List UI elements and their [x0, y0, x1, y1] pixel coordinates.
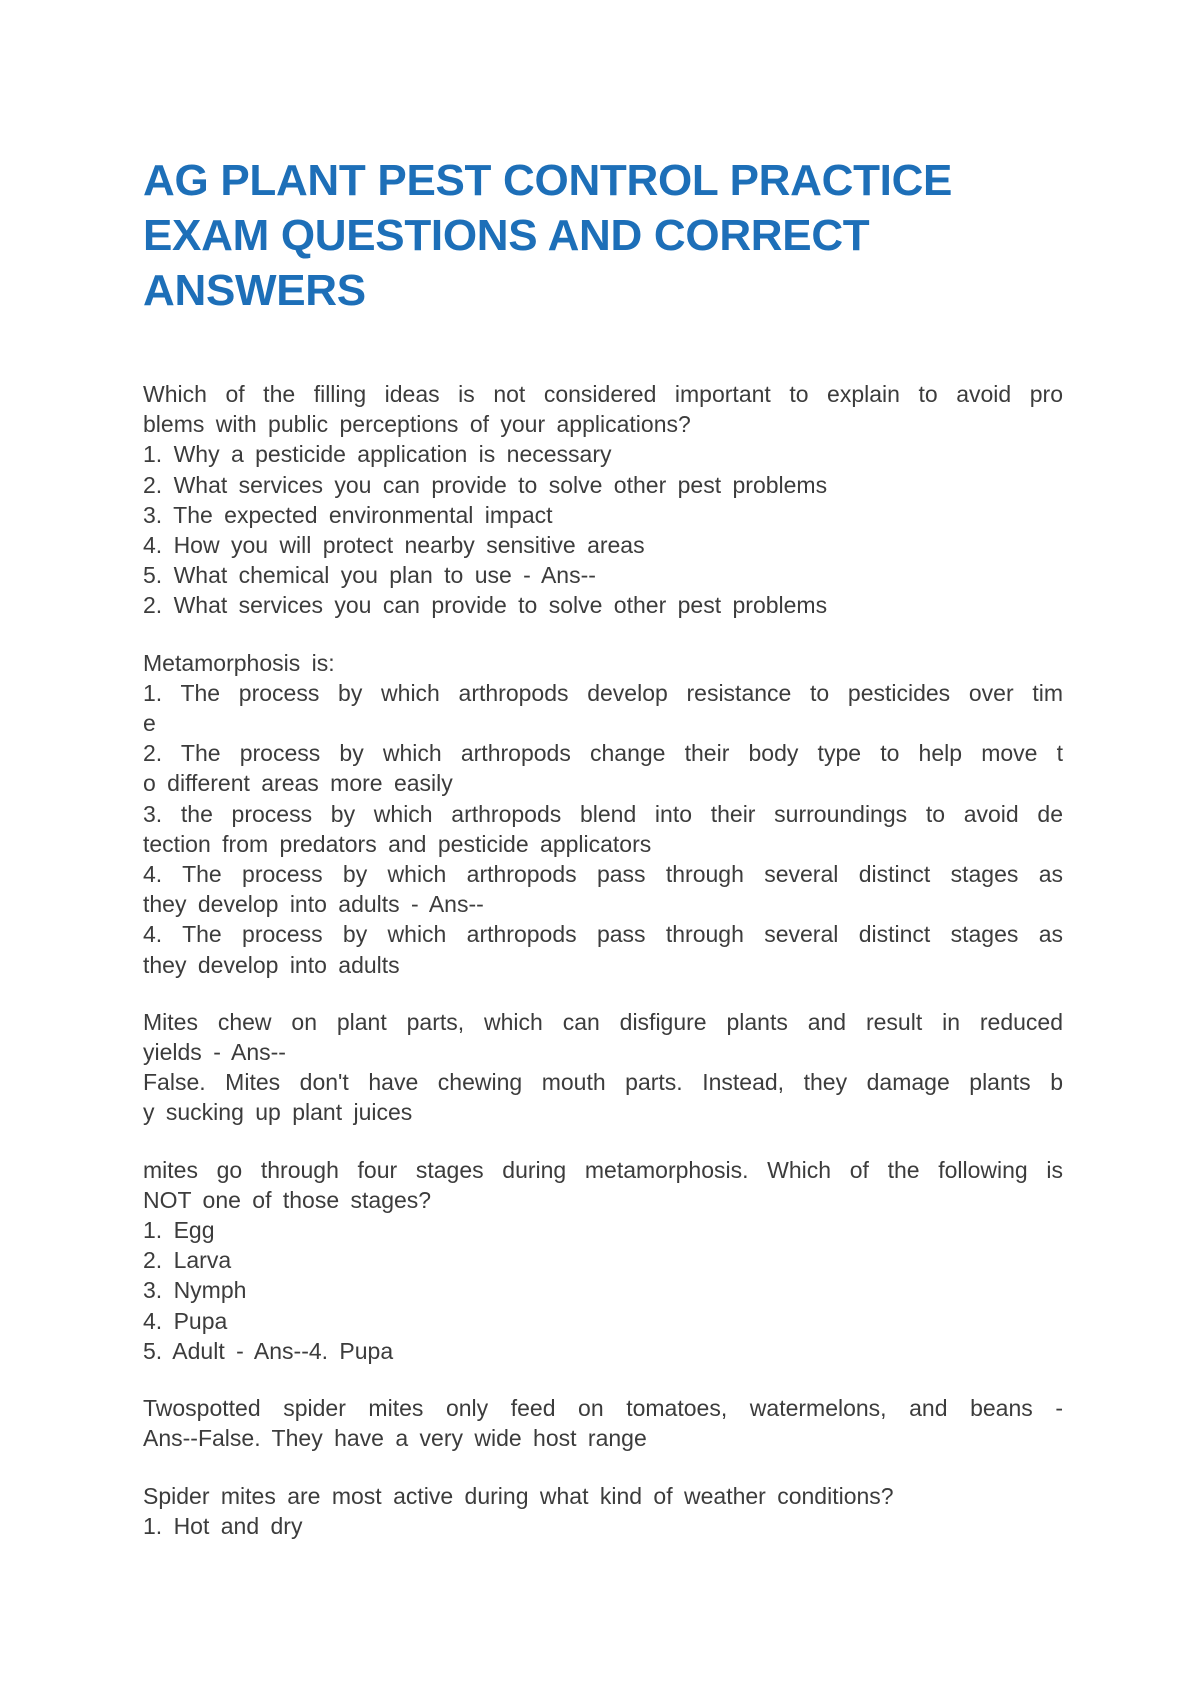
- text-line: yields - Ans--: [143, 1039, 286, 1066]
- answer-line: 5. Adult - Ans--4. Pupa: [143, 1337, 394, 1364]
- text-line: 1. Hot and dry: [143, 1512, 303, 1539]
- question-block-mites-chew: [143, 1007, 1063, 1128]
- text-line: mites go through four stages during metamorphosis. Which of the following is: [143, 1156, 1063, 1183]
- text-line: Which of the filling ideas is not considered important to explain to avoid pro: [143, 381, 1063, 407]
- question-block-metamorphosis: [143, 648, 1063, 980]
- text-line: 1. Egg: [143, 1217, 215, 1244]
- question-block-public-perceptions: [143, 379, 1063, 621]
- title-line: AG PLANT PEST CONTROL PRACTICE: [143, 156, 953, 205]
- answer-line: 2. What services you can provide to solve other pest problems: [143, 592, 828, 619]
- question-block-twospotted-mites: [143, 1393, 1063, 1453]
- answer-line: y sucking up plant juices: [143, 1099, 413, 1126]
- text-line: they develop into adults - Ans--: [143, 891, 484, 918]
- text-line: tection from predators and pesticide applicators: [143, 830, 652, 857]
- text-line: 1. Why a pesticide application is necessary: [143, 441, 612, 468]
- answer-line: False. Mites don't have chewing mouth parts. Instead, they damage plants b: [143, 1069, 1063, 1096]
- text-line: 2. The process by which arthropods change their body type to help move t: [143, 740, 1063, 767]
- text-line: 4. The process by which arthropods pass through several distinct stages as: [143, 861, 1063, 888]
- question-block-weather: [143, 1481, 1063, 1541]
- document-title: [143, 153, 1043, 318]
- text-line: 3. The expected environmental impact: [143, 501, 553, 528]
- text-line: Metamorphosis is:: [143, 649, 335, 676]
- text-line: e: [143, 710, 156, 737]
- text-line: Spider mites are most active during what kind of weather conditions?: [143, 1482, 894, 1509]
- answer-line: they develop into adults: [143, 951, 400, 978]
- answer-line: 4. The process by which arthropods pass through several distinct stages as: [143, 921, 1063, 948]
- title-line: ANSWERS: [143, 266, 366, 315]
- text-line: 2. What services you can provide to solve other pest problems: [143, 471, 828, 498]
- text-line: 2. Larva: [143, 1247, 232, 1274]
- text-line: NOT one of those stages?: [143, 1186, 432, 1213]
- text-line: Mites chew on plant parts, which can disfigure plants and result in reduced: [143, 1008, 1063, 1035]
- text-line: 4. How you will protect nearby sensitive areas: [143, 532, 645, 559]
- text-line: 3. Nymph: [143, 1277, 247, 1304]
- text-line: 4. Pupa: [143, 1307, 228, 1334]
- text-line: o different areas more easily: [143, 770, 453, 797]
- text-line: Twospotted spider mites only feed on tomatoes, watermelons, and beans -: [143, 1395, 1063, 1422]
- question-block-mite-stages: [143, 1155, 1063, 1366]
- title-line: EXAM QUESTIONS AND CORRECT: [143, 211, 870, 260]
- text-line: blems with public perceptions of your applications?: [143, 411, 691, 438]
- answer-line: Ans--False. They have a very wide host range: [143, 1425, 647, 1452]
- text-line: 1. The process by which arthropods develop resistance to pesticides over tim: [143, 679, 1063, 706]
- text-line: 3. the process by which arthropods blend into their surroundings to avoid de: [143, 800, 1063, 827]
- text-line: 5. What chemical you plan to use - Ans--: [143, 562, 596, 589]
- document-body: [143, 379, 1063, 1568]
